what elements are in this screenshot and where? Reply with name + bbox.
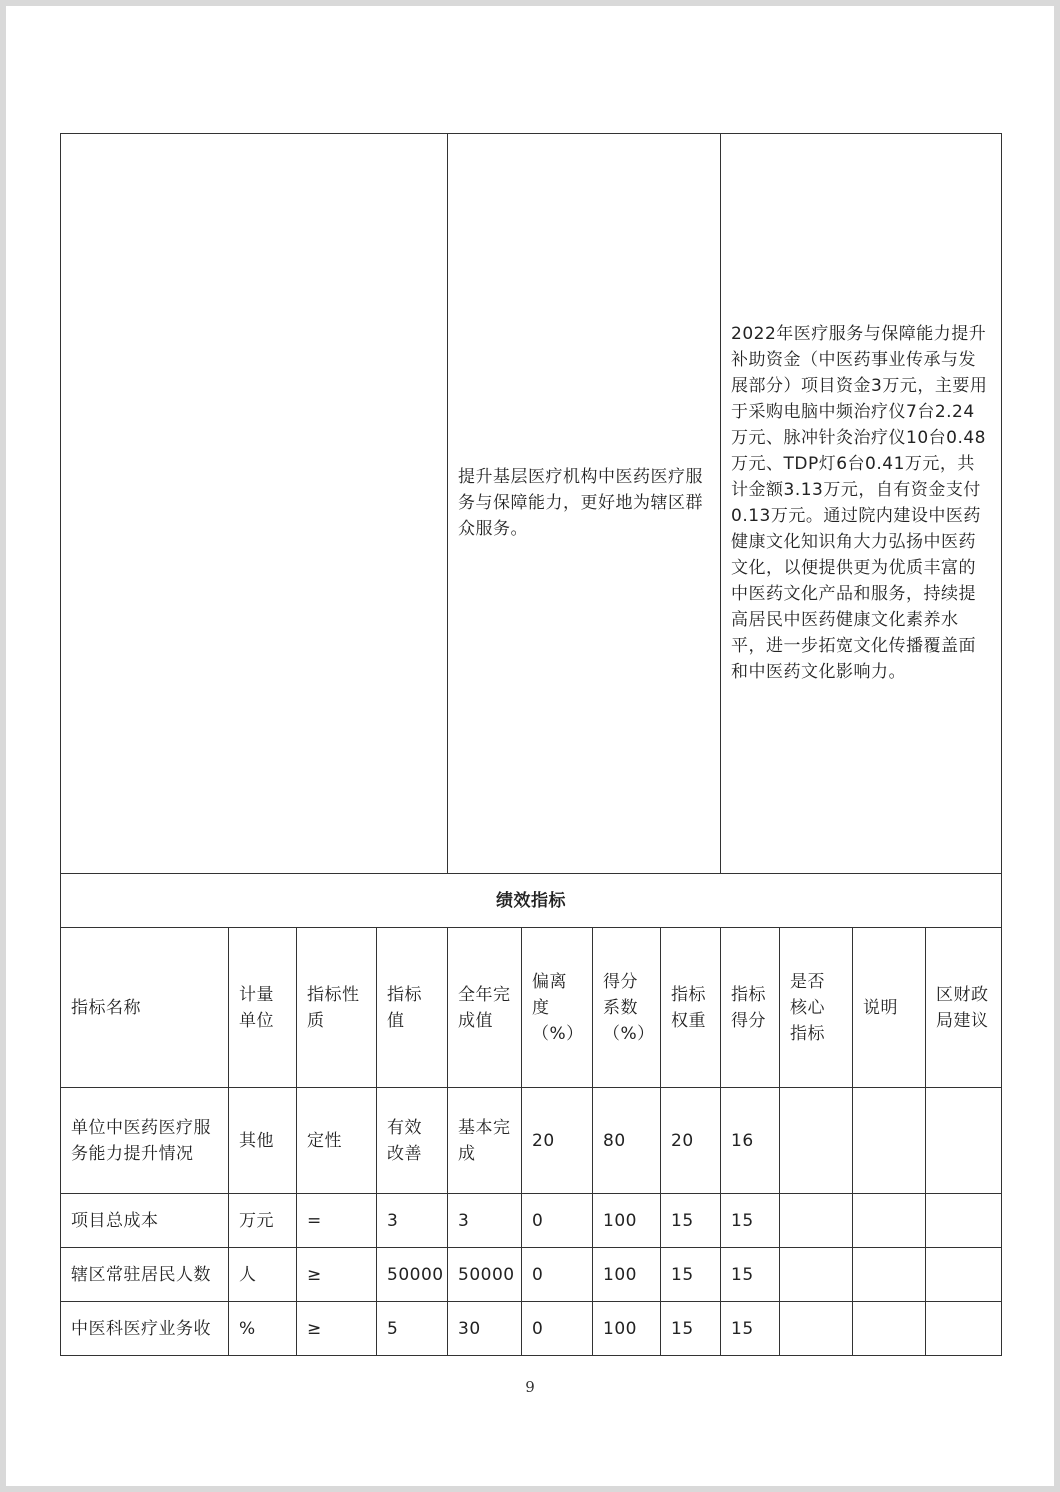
target-value-cell: 50000 [377,1248,448,1302]
weight-cell: 15 [661,1248,721,1302]
target-value-cell: 3 [377,1194,448,1248]
header-cell: 指标值 [377,928,448,1088]
unit-cell: 人 [229,1248,297,1302]
performance-table [60,133,1002,1356]
header-cell: 计量单位 [229,928,297,1088]
score-cell: 15 [721,1302,780,1356]
unit-cell: % [229,1302,297,1356]
header-cell: 指标得分 [721,928,780,1088]
note-cell [853,1248,926,1302]
table-row [61,1302,1002,1356]
advice-cell [926,1194,1002,1248]
deviation-cell: 0 [522,1302,593,1356]
weight-cell: 15 [661,1194,721,1248]
header-cell: 全年完成值 [448,928,522,1088]
indicator-name: 中医科医疗业务收 [61,1302,229,1356]
section-title: 绩效指标 [61,874,1002,928]
target-value-cell: 5 [377,1302,448,1356]
header-cell: 说明 [853,928,926,1088]
project-goal-cell [448,134,721,874]
project-summary-cell [721,134,1002,874]
section-title-row [61,874,1002,928]
nature-cell: ≥ [297,1302,377,1356]
actual-value-cell: 50000 [448,1248,522,1302]
header-cell: 指标性质 [297,928,377,1088]
table-row [61,1248,1002,1302]
header-cell: 是否核心指标 [780,928,853,1088]
coefficient-cell: 100 [593,1302,661,1356]
coefficient-cell: 100 [593,1248,661,1302]
coefficient-cell: 100 [593,1194,661,1248]
indicator-name: 项目总成本 [61,1194,229,1248]
deviation-cell: 0 [522,1194,593,1248]
core-indicator-cell [780,1302,853,1356]
note-cell [853,1194,926,1248]
header-cell: 区财政局建议 [926,928,1002,1088]
advice-cell [926,1302,1002,1356]
actual-value-cell: 30 [448,1302,522,1356]
header-row [61,928,1002,1088]
unit-cell: 其他 [229,1088,297,1194]
advice-cell [926,1248,1002,1302]
core-indicator-cell [780,1088,853,1194]
nature-cell: = [297,1194,377,1248]
blank-cell [61,134,448,874]
note-cell [853,1302,926,1356]
score-cell: 16 [721,1088,780,1194]
weight-cell: 20 [661,1088,721,1194]
indicator-name: 单位中医药医疗服务能力提升情况 [61,1088,229,1194]
table-row [61,1088,1002,1194]
actual-value-cell: 基本完成 [448,1088,522,1194]
page-number: 9 [525,1378,535,1396]
deviation-cell: 0 [522,1248,593,1302]
header-cell: 指标名称 [61,928,229,1088]
score-cell: 15 [721,1194,780,1248]
core-indicator-cell [780,1194,853,1248]
actual-value-cell: 3 [448,1194,522,1248]
description-row [61,134,1002,874]
table-row [61,1194,1002,1248]
note-cell [853,1088,926,1194]
deviation-cell: 20 [522,1088,593,1194]
indicator-name: 辖区常驻居民人数 [61,1248,229,1302]
nature-cell: ≥ [297,1248,377,1302]
project-summary-text: 2022年医疗服务与保障能力提升补助资金（中医药事业传承与发展部分）项目资金3万元，主要用于采购电脑中频治疗仪7台2.24万元、脉冲针灸治疗仪10台0.48万元、TDP灯6台0.41万元，共计金额3.13万元，自有资金支付0.13万元。通过院内建设中医药健康文化知识角大力弘扬中医药文化，以便提供更为优质丰富的中医药文化产品和服务，持续提高居民中医药健康文化素养水平，进一步拓宽文化传播覆盖面和中医药文化影响力。 [731,324,988,682]
target-value-cell: 有效改善 [377,1088,448,1194]
header-cell: 指标权重 [661,928,721,1088]
advice-cell [926,1088,1002,1194]
project-goal-text: 提升基层医疗机构中医药医疗服务与保障能力，更好地为辖区群众服务。 [458,467,703,539]
header-cell: 得分系数（%） [593,928,661,1088]
nature-cell: 定性 [297,1088,377,1194]
coefficient-cell: 80 [593,1088,661,1194]
header-cell: 偏离度（%） [522,928,593,1088]
core-indicator-cell [780,1248,853,1302]
weight-cell: 15 [661,1302,721,1356]
score-cell: 15 [721,1248,780,1302]
unit-cell: 万元 [229,1194,297,1248]
